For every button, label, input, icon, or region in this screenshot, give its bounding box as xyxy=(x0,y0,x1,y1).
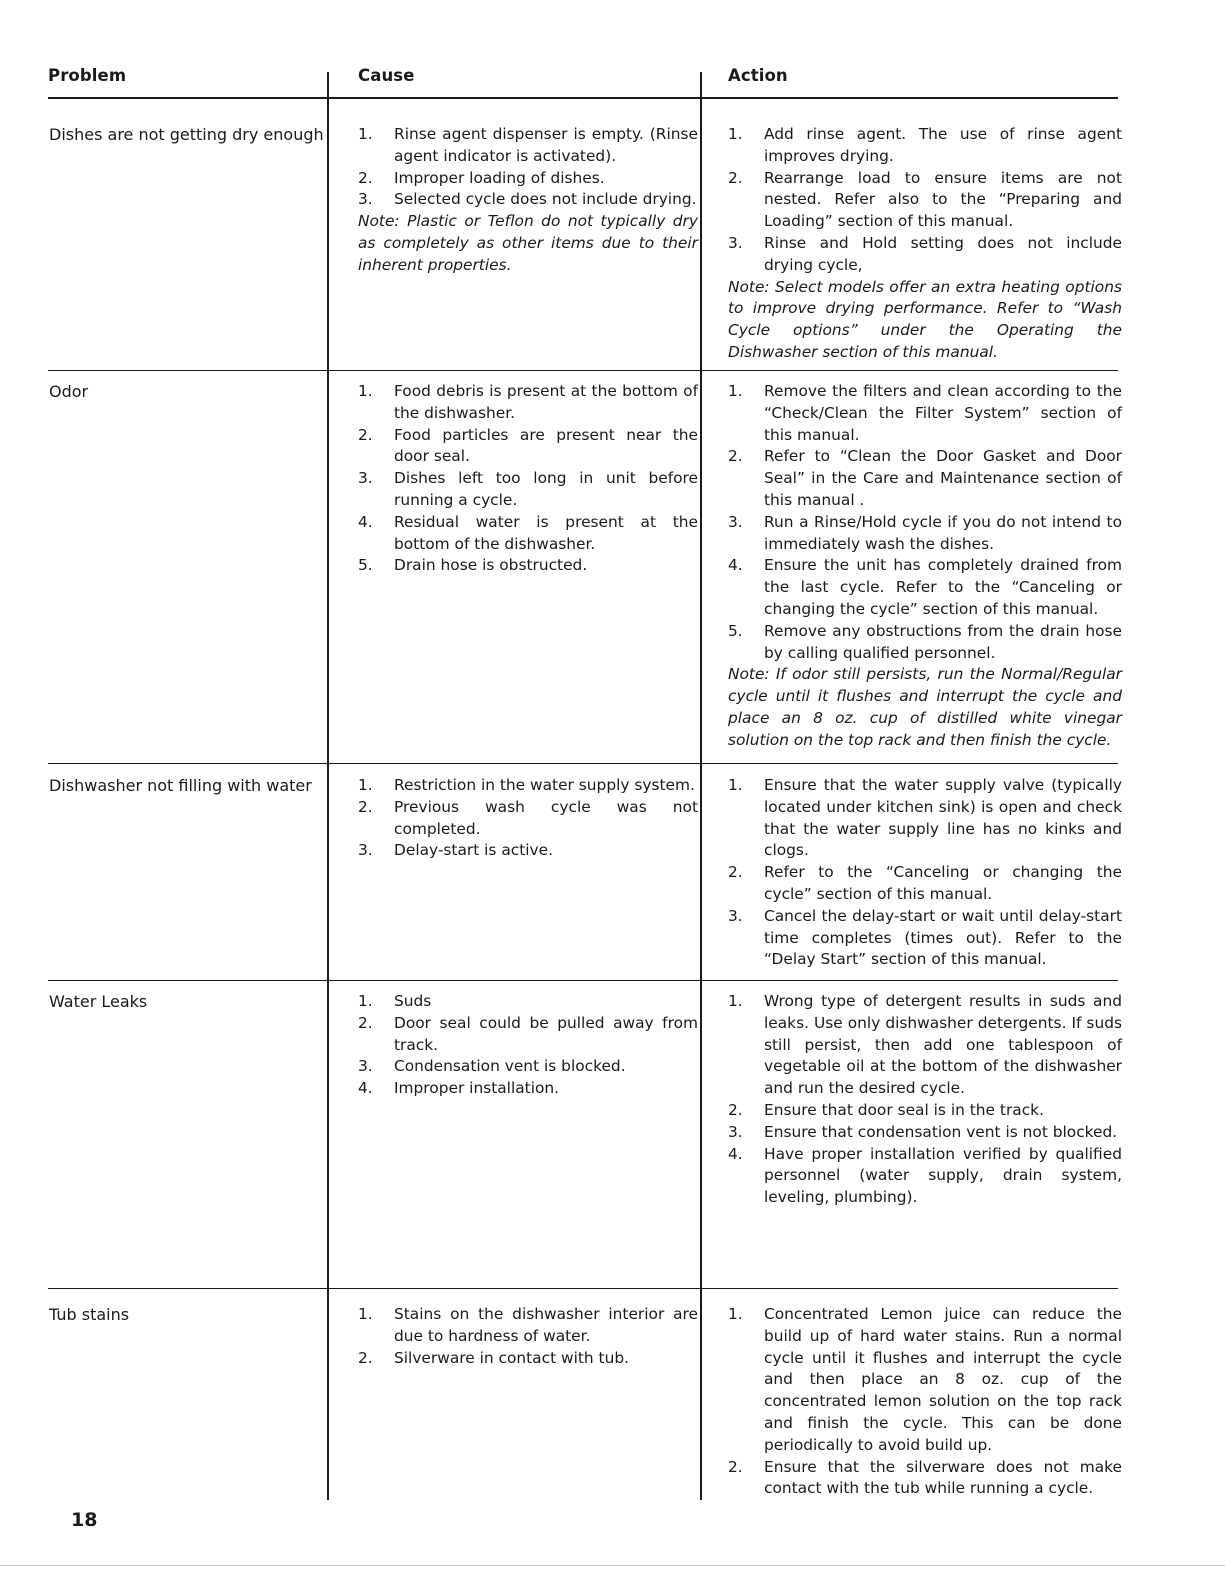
action-item: 2. Ensure that the silverware does not make contact with the tub while running a cycle. xyxy=(728,1457,1122,1498)
cause-note: Note: Plastic or Teflon do not typically dry as completely as other items due to their inherent properties. xyxy=(358,212,698,274)
action-cell xyxy=(728,1304,1122,1500)
action-item: 2. Rearrange load to ensure items are not nested. Refer also to the “Preparing and Loading” section of this manual. xyxy=(728,168,1122,231)
action-item: 3. Run a Rinse/Hold cycle if you do not intend to immediately wash the dishes. xyxy=(728,512,1122,553)
action-item: 1. Add rinse agent. The use of rinse agent improves drying. xyxy=(728,125,1122,165)
cause-item: 3. Condensation vent is blocked. xyxy=(358,1057,626,1076)
action-item: 1. Ensure that the water supply valve (typically located under kitchen sink) is open and check that the water supply line has no kinks and clogs. xyxy=(728,776,1122,860)
row-divider xyxy=(48,1288,1118,1289)
page-number: 18 xyxy=(71,1509,98,1531)
problem-cell: Odor xyxy=(49,382,89,401)
header-action: Action xyxy=(728,66,788,85)
row-divider xyxy=(48,980,1118,981)
action-note: Note: Select models offer an extra heating options to improve drying performance. Refer to “Wash Cycle options” under the Operating the Dishwasher section of this manual. xyxy=(728,277,1122,361)
action-cell xyxy=(728,124,1122,364)
cause-cell xyxy=(358,775,698,862)
page-edge-rule xyxy=(0,1565,1225,1566)
problem-cell: Dishes are not getting dry enough xyxy=(49,125,324,144)
cause-item: 5. Drain hose is obstructed. xyxy=(358,556,588,575)
cause-cell xyxy=(358,1304,698,1369)
header-cause: Cause xyxy=(358,66,415,85)
cause-cell xyxy=(358,381,698,577)
action-cell xyxy=(728,775,1122,971)
cause-item: 2. Food particles are present near the door seal. xyxy=(358,425,698,466)
cause-item: 1. Rinse agent dispenser is empty. (Rinse agent indicator is activated). xyxy=(358,125,698,165)
action-note: Note: If odor still persists, run the Normal/Regular cycle until it flushes and interrupt the cycle and place an 8 oz. cup of distilled white vinegar solution on the top rack and then finish the cycle. xyxy=(728,665,1122,749)
action-item: 1. Remove the filters and clean according to the “Check/Clean the Filter System” section of this manual. xyxy=(728,382,1122,444)
action-item: 3. Rinse and Hold setting does not include drying cycle, xyxy=(728,233,1122,274)
cause-item: 3. Delay-start is active. xyxy=(358,841,554,860)
cause-item: 1. Suds xyxy=(358,992,432,1010)
row-divider xyxy=(48,763,1118,764)
cause-item: 3. Selected cycle does not include drying. xyxy=(358,190,697,209)
cause-item: 1. Food debris is present at the bottom of the dishwasher. xyxy=(358,382,698,422)
action-item: 2. Refer to the “Canceling or changing the cycle” section of this manual. xyxy=(728,863,1122,903)
header-rule xyxy=(48,97,1118,99)
cause-item: 2. Silverware in contact with tub. xyxy=(358,1348,630,1367)
action-item: 2. Refer to “Clean the Door Gasket and Door Seal” in the Care and Maintenance section of this manual . xyxy=(728,447,1122,509)
cause-cell xyxy=(358,991,698,1100)
cause-item: 1. Restriction in the water supply system. xyxy=(358,776,695,794)
cause-item: 3. Dishes left too long in unit before running a cycle. xyxy=(358,469,698,509)
action-item: 4. Ensure the unit has completely drained from the last cycle. Refer to the “Canceling or changing the cycle” section of this manual. xyxy=(728,556,1122,618)
action-item: 1. Concentrated Lemon juice can reduce the build up of hard water stains. Run a normal cycle until it flushes and interrupt the cycle and then place an 8 oz. cup of the concentrated lemon solution on the top rack and finish the cycle. This can be done periodically to avoid build up. xyxy=(728,1305,1122,1454)
cause-cell xyxy=(358,124,698,277)
problem-cell: Water Leaks xyxy=(49,992,148,1011)
header-problem: Problem xyxy=(48,66,127,85)
action-item: 2. Ensure that door seal is in the track. xyxy=(728,1100,1044,1119)
action-cell xyxy=(728,991,1122,1209)
action-item: 5. Remove any obstructions from the drain hose by calling qualified personnel. xyxy=(728,621,1122,662)
action-item: 3. Cancel the delay-start or wait until delay-start time completes (times out). Refer to the “Delay Start” section of this manual. xyxy=(728,906,1122,969)
cause-item: 2. Improper loading of dishes. xyxy=(358,168,605,187)
column-divider-action xyxy=(700,72,702,1500)
action-item: 1. Wrong type of detergent results in suds and leaks. Use only dishwasher detergents. If suds still persist, then add one tablespoon of vegetable oil at the bottom of the dishwasher and run the desired cycle. xyxy=(728,992,1122,1098)
action-cell xyxy=(728,381,1122,752)
action-item: 3. Ensure that condensation vent is not blocked. xyxy=(728,1122,1118,1141)
action-item: 4. Have proper installation verified by qualified personnel (water supply, drain system, leveling, plumbing). xyxy=(728,1144,1122,1207)
problem-cell: Dishwasher not filling with water xyxy=(49,776,312,795)
problem-cell: Tub stains xyxy=(49,1305,130,1324)
cause-item: 4. Residual water is present at the bottom of the dishwasher. xyxy=(358,512,698,553)
cause-item: 2. Previous wash cycle was not completed. xyxy=(358,797,698,838)
column-divider-cause xyxy=(327,72,329,1500)
cause-item: 2. Door seal could be pulled away from track. xyxy=(358,1013,698,1054)
cause-item: 1. Stains on the dishwasher interior are due to hardness of water. xyxy=(358,1305,698,1345)
row-divider xyxy=(48,370,1118,371)
cause-item: 4. Improper installation. xyxy=(358,1079,560,1098)
